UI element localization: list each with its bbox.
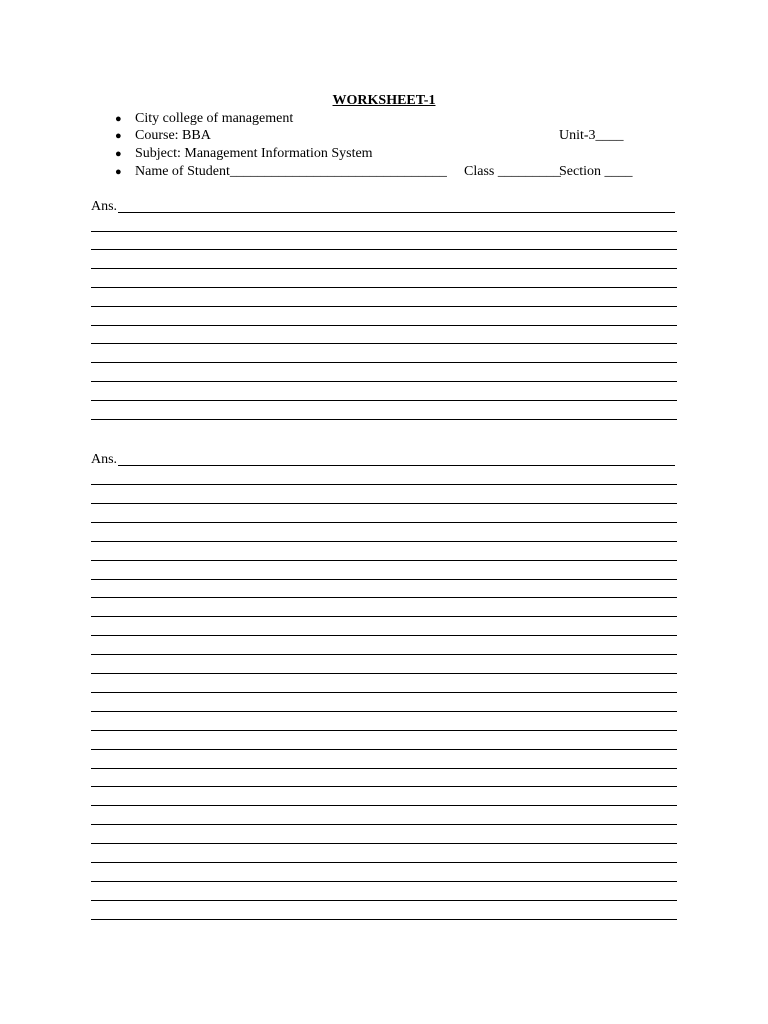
bullet-dot-icon: ● — [115, 130, 122, 142]
answer-line[interactable] — [91, 881, 677, 882]
answer-line[interactable] — [91, 231, 677, 232]
answer-line[interactable] — [91, 768, 677, 769]
answer-line[interactable] — [91, 900, 677, 901]
answer-line[interactable] — [91, 325, 677, 326]
answer-line[interactable] — [91, 249, 677, 250]
answer-line[interactable] — [91, 268, 677, 269]
answer-line[interactable] — [91, 400, 677, 401]
answer-line[interactable] — [91, 362, 677, 363]
answer-line[interactable] — [91, 484, 677, 485]
answer-line[interactable] — [91, 579, 677, 580]
answer-line[interactable] — [91, 862, 677, 863]
class-field[interactable]: Class _________ — [464, 164, 561, 179]
bullet-dot-icon: ● — [115, 166, 122, 178]
answer-line[interactable] — [91, 381, 677, 382]
student-name-field[interactable]: Name of Student_______________________________ — [135, 164, 447, 179]
answer-line[interactable] — [91, 749, 677, 750]
college-name: City college of management — [135, 111, 294, 126]
answer-label-2: Ans. — [91, 452, 118, 467]
worksheet-title: WORKSHEET-1 — [332, 93, 436, 108]
bullet-dot-icon: ● — [115, 148, 122, 160]
answer-line[interactable] — [91, 503, 677, 504]
answer-line[interactable] — [91, 730, 677, 731]
bullet-dot-icon: ● — [115, 113, 122, 125]
answer-line[interactable] — [91, 597, 677, 598]
subject-label: Subject: Management Information System — [135, 146, 373, 161]
section-field[interactable]: Section ____ — [559, 164, 633, 179]
answer-line[interactable] — [91, 343, 677, 344]
answer-line[interactable] — [91, 919, 677, 920]
answer-line[interactable] — [91, 522, 677, 523]
answer-line[interactable] — [91, 560, 677, 561]
answer-line[interactable] — [91, 711, 677, 712]
answer-line[interactable] — [91, 654, 677, 655]
answer-line[interactable] — [91, 419, 677, 420]
answer-line[interactable] — [91, 541, 677, 542]
answer-line[interactable] — [91, 824, 677, 825]
answer-line[interactable] — [91, 635, 677, 636]
course-label: Course: BBA — [135, 128, 211, 143]
answer-line[interactable] — [118, 465, 675, 466]
answer-line[interactable] — [91, 843, 677, 844]
answer-line[interactable] — [91, 306, 677, 307]
answer-line[interactable] — [91, 805, 677, 806]
answer-label-1: Ans. — [91, 199, 118, 214]
unit-label: Unit-3____ — [559, 128, 624, 143]
answer-line[interactable] — [91, 287, 677, 288]
answer-line[interactable] — [91, 673, 677, 674]
answer-line[interactable] — [118, 212, 675, 213]
answer-line[interactable] — [91, 616, 677, 617]
answer-line[interactable] — [91, 692, 677, 693]
answer-line[interactable] — [91, 786, 677, 787]
